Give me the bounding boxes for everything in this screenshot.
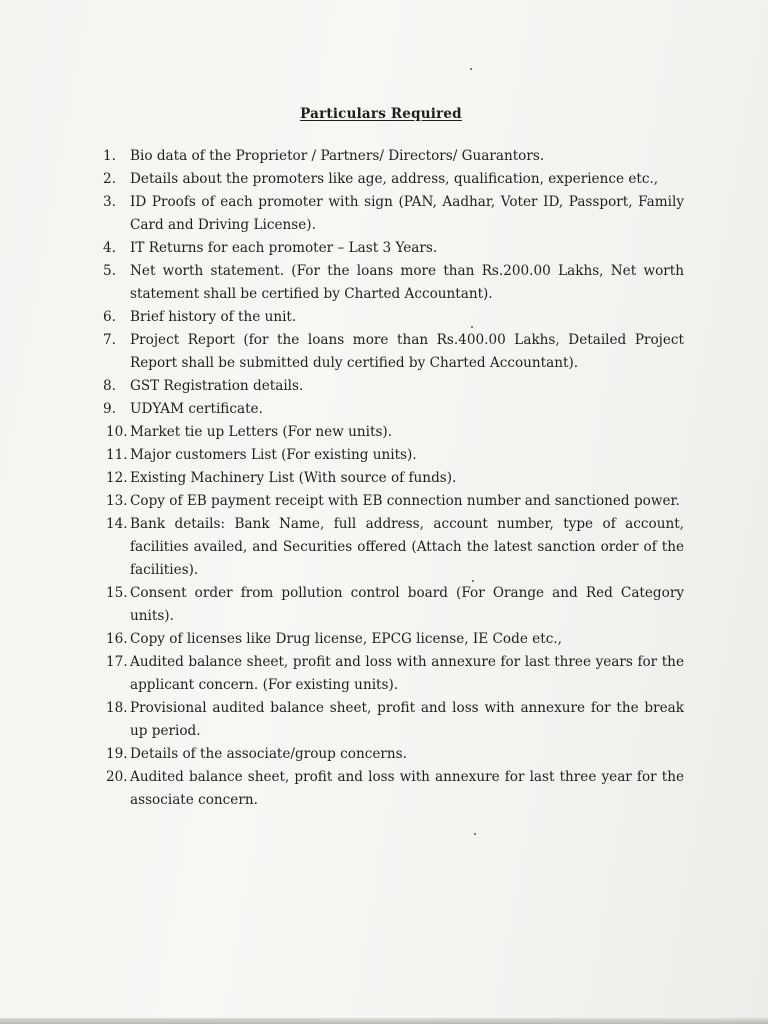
item-text: Net worth statement. (For the loans more than Rs.200.00 Lakhs, Net worth statement shall be certified by Charted Accountant). xyxy=(130,263,684,302)
item-text: Existing Machinery List (With source of funds). xyxy=(130,470,457,486)
requirements-list xyxy=(100,145,684,812)
paper-speck xyxy=(472,580,474,582)
item-text: Major customers List (For existing units). xyxy=(130,447,417,463)
item-text: Audited balance sheet, profit and loss with annexure for last three year for the associate concern. xyxy=(130,769,684,808)
item-number: 8. xyxy=(103,378,116,394)
item-text: IT Returns for each promoter – Last 3 Years. xyxy=(130,240,438,256)
item-number: 18. xyxy=(106,700,128,716)
item-text: Copy of EB payment receipt with EB connection number and sanctioned power. xyxy=(130,493,680,509)
list-item xyxy=(100,743,684,766)
item-number: 3. xyxy=(103,194,116,210)
item-number: 16. xyxy=(106,631,128,647)
item-number: 6. xyxy=(103,309,116,325)
list-item xyxy=(100,168,684,191)
item-number: 14. xyxy=(106,516,128,532)
item-text: ID Proofs of each promoter with sign (PAN, Aadhar, Voter ID, Passport, Family Card and Driving License). xyxy=(130,194,684,233)
item-text: Provisional audited balance sheet, profit and loss with annexure for the break up period. xyxy=(130,700,684,739)
item-text: UDYAM certificate. xyxy=(130,401,263,417)
list-item xyxy=(100,697,684,743)
list-item xyxy=(100,145,684,168)
item-number: 19. xyxy=(106,746,128,762)
item-text: Bio data of the Proprietor / Partners/ Directors/ Guarantors. xyxy=(130,148,545,164)
list-item xyxy=(100,237,684,260)
item-text: Details of the associate/group concerns. xyxy=(130,746,407,762)
list-item xyxy=(100,582,684,628)
paper-speck xyxy=(470,68,472,70)
item-text: Project Report (for the loans more than Rs.400.00 Lakhs, Detailed Project Report shall be submitted duly certified by Charted Accountant). xyxy=(130,332,684,371)
item-number: 5. xyxy=(103,263,116,279)
paper-speck xyxy=(474,833,476,835)
item-number: 15. xyxy=(106,585,128,601)
list-item xyxy=(100,766,684,812)
item-number: 12. xyxy=(106,470,128,486)
item-text: Bank details: Bank Name, full address, account number, type of account, facilities availed, and Securities offered (Attach the latest sanction order of the facilities). xyxy=(130,516,684,578)
page-title: Particulars Required xyxy=(300,106,462,122)
item-number: 20. xyxy=(106,769,128,785)
list-item xyxy=(100,513,684,582)
item-number: 17. xyxy=(106,654,128,670)
list-item xyxy=(100,651,684,697)
paper-edge xyxy=(0,1018,768,1024)
item-text: Audited balance sheet, profit and loss with annexure for last three years for the applicant concern. (For existing units). xyxy=(130,654,684,693)
item-number: 2. xyxy=(103,171,116,187)
list-item xyxy=(100,628,684,651)
item-text: Details about the promoters like age, address, qualification, experience etc., xyxy=(130,171,659,187)
item-number: 10. xyxy=(106,424,128,440)
list-item xyxy=(100,490,684,513)
item-text: Brief history of the unit. xyxy=(130,309,297,325)
item-text: Copy of licenses like Drug license, EPCG license, IE Code etc., xyxy=(130,631,562,647)
item-text: Market tie up Letters (For new units). xyxy=(130,424,393,440)
item-number: 13. xyxy=(106,493,128,509)
item-text: Consent order from pollution control board (For Orange and Red Category units). xyxy=(130,585,684,624)
item-number: 9. xyxy=(103,401,116,417)
list-item xyxy=(100,329,684,375)
item-number: 4. xyxy=(103,240,116,256)
item-number: 1. xyxy=(103,148,116,164)
list-item xyxy=(100,375,684,398)
item-number: 7. xyxy=(103,332,116,348)
list-item xyxy=(100,260,684,306)
list-item xyxy=(100,191,684,237)
list-item xyxy=(100,306,684,329)
paper-speck xyxy=(471,326,473,328)
item-text: GST Registration details. xyxy=(130,378,304,394)
list-item xyxy=(100,444,684,467)
list-item xyxy=(100,467,684,490)
list-item xyxy=(100,421,684,444)
list-item xyxy=(100,398,684,421)
item-number: 11. xyxy=(106,447,128,463)
